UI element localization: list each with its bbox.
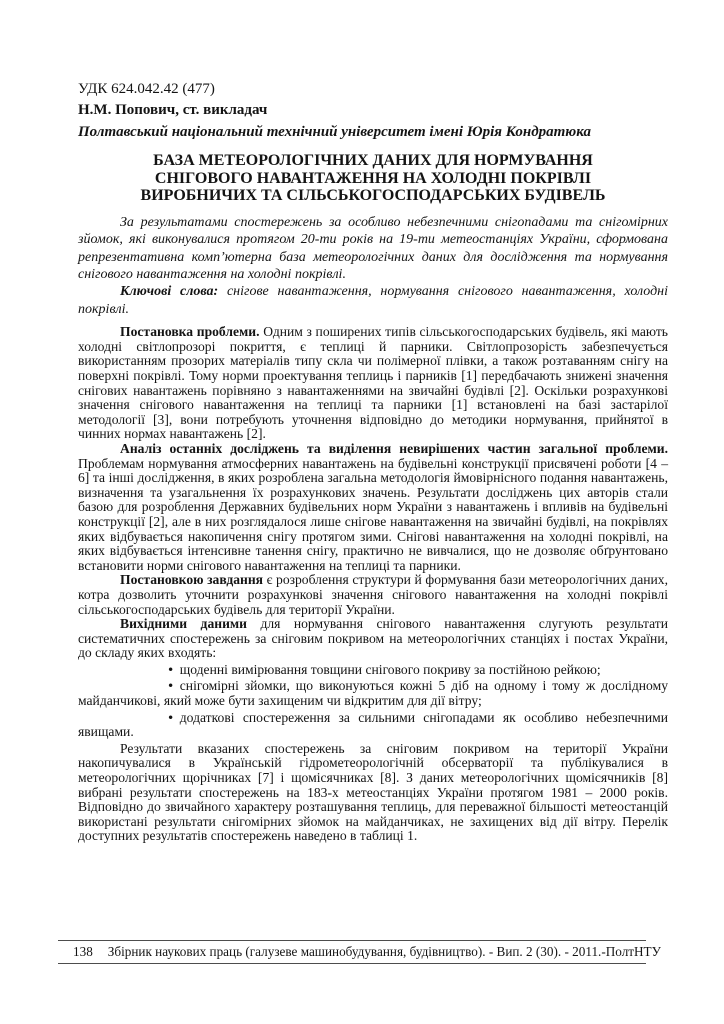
udc-code: УДК 624.042.42 (477)	[78, 81, 215, 97]
abstract-paragraph: За результатами спостережень за особливо небезпечними снігопадами та снігомірних зйомок, які виконувалися протягом 20-ти років на 19-ти метеостанціях України, сформована репрезентативна комп’ютерна база метеорологічних даних для дослідження та нормування снігового навантаження на холодні покрівлі.	[78, 214, 668, 282]
bullet-item-daily-measurements	[78, 663, 668, 678]
paragraph-analysis-text: Проблемам нормування атмосферних навантажень на будівельні конструкції присвячені роботи [4 – 6] та інші дослідження, в яких розроблена загальна методологія ймовірнісного подання навантажень, визначення та узагальнення їх розрахункових значень. Результати досліджень цих авторів стали базою для розроблення Державних будівельних норм України з навантажень і впливів на будівельні конструкції [2], але в них розглядалося лише снігове навантаження на звичайні будівлі, на покрівлях яких відбувається накопичення снігу протягом зими. Снігові навантаження на холодні покрівлі, на яких відбувається інтенсивне танення снігу, практично не вивчалися, що не дозволяє обґрунтовано встановити норми снігового навантаження на теплиці та парники.	[78, 455, 668, 573]
bullet-item-text: щоденні вимірювання товщини снігового покриву за постійною рейкою;	[179, 661, 601, 677]
article-title-line-1: БАЗА МЕТЕОРОЛОГІЧНИХ ДАНИХ ДЛЯ НОРМУВАННЯ	[153, 152, 593, 169]
keywords-label: Ключові слова:	[120, 284, 219, 300]
paragraph-task-statement-lead: Постановкою завдання	[120, 572, 264, 588]
page-content	[78, 80, 668, 844]
bullet-icon: •	[167, 708, 174, 726]
abstract-block	[78, 214, 668, 318]
page-footer	[58, 940, 661, 964]
bullet-item-text: додаткові спостереження за сильними снігопадами як особливо небезпечними явищами.	[78, 709, 668, 740]
page-number: 138	[73, 944, 93, 959]
affiliation-line: Полтавський національний технічний університет імені Юрія Кондратюка	[78, 124, 591, 140]
footer-citation: Збірник наукових праць (галузеве машинобудування, будівництво). - Вип. 2 (30). - 2011.-ПолтНТУ	[107, 944, 661, 959]
bullet-icon: •	[167, 677, 174, 695]
paragraph-task-statement-text: є розроблення структури й формування бази метеорологічних даних, котра дозволить уточнити розрахункові значення снігового навантаження на холодні покрівлі сільськогосподарських будівель для території України.	[78, 572, 668, 617]
article-title	[93, 152, 653, 205]
author-line: Н.М. Попович, ст. викладач	[78, 102, 268, 118]
bullet-icon: •	[167, 661, 174, 678]
paragraph-analysis-lead: Аналіз останніх досліджень та виділення невирішених частин загальної проблеми.	[120, 440, 668, 456]
paragraph-problem-statement-lead: Постановка проблеми.	[120, 324, 260, 340]
paragraph-source-data-text: для нормування снігового навантаження слугують результати систематичних спостережень за сніговим покривом на метеорологічних станціях і постах України, до складу яких входять:	[78, 616, 668, 661]
keywords-paragraph	[78, 283, 668, 318]
keywords-text: снігове навантаження, нормування снігового навантаження, холодні покрівлі.	[78, 284, 668, 317]
article-title-line-2: СНІГОВОГО НАВАНТАЖЕННЯ НА ХОЛОДНІ ПОКРІВЛІ	[154, 169, 592, 187]
bullet-item-snow-surveys	[78, 679, 668, 708]
article-title-line-3: ВИРОБНИЧИХ ТА СІЛЬСЬКОГОСПОДАРСЬКИХ БУДІВЕЛЬ	[140, 187, 606, 205]
paragraph-results: Результати вказаних спостережень за сніговим покривом на території України накопичувалися в Українській гідрометеорологічній обсерваторії та публікувалися в метеорологічних щорічниках [7] і щомісячниках [8]. З даних метеорологічних щомісячників [8] вибрані результати спостережень на 183-х метеостанціях України протягом 1981 – 2000 років. Відповідно до звичайного характеру розташування теплиць, для переважної більшості метеостанцій використані результати снігомірних зйомок на майданчиках, не захищених від дії вітру. Перелік доступних результатів спостережень наведено в таблиці 1.	[78, 740, 668, 844]
article-body	[78, 325, 668, 844]
bullet-item-extra-observations	[78, 708, 668, 740]
paragraph-source-data-lead: Вихідними даними	[120, 616, 247, 632]
paragraph-task-statement	[78, 573, 668, 617]
paragraph-analysis	[78, 442, 668, 573]
paragraph-problem-statement-text: Одним з поширених типів сільськогосподарських будівель, які мають холодні світлопрозорі покриття, є теплиці й парники. Світлопрозорість забезпечується використанням прозорих матеріалів типу скла чи полімерної плівки, а також розтаванням снігу на поверхні покрівлі. Тому норми проектування теплиць і парників [1] передбачають знижені значення снігових навантажень порівняно з навантаженнями на звичайні будівлі [2]. Оскільки розрахункові значення снігового навантаження на теплиці та парники [1] встановлені на базі застарілої методології [3], вони потребують уточнення відповідно до методики нормування, прийнятої в чинних нормах навантажень [2].	[78, 324, 669, 442]
paragraph-problem-statement	[78, 325, 668, 442]
paragraph-source-data	[78, 617, 668, 661]
bullet-item-text: снігомірні зйомки, що виконуються кожні 5 діб на одному і тому ж дослідному майданчикові, який може бути захищеним чи відкритим для дії вітру;	[78, 678, 668, 709]
